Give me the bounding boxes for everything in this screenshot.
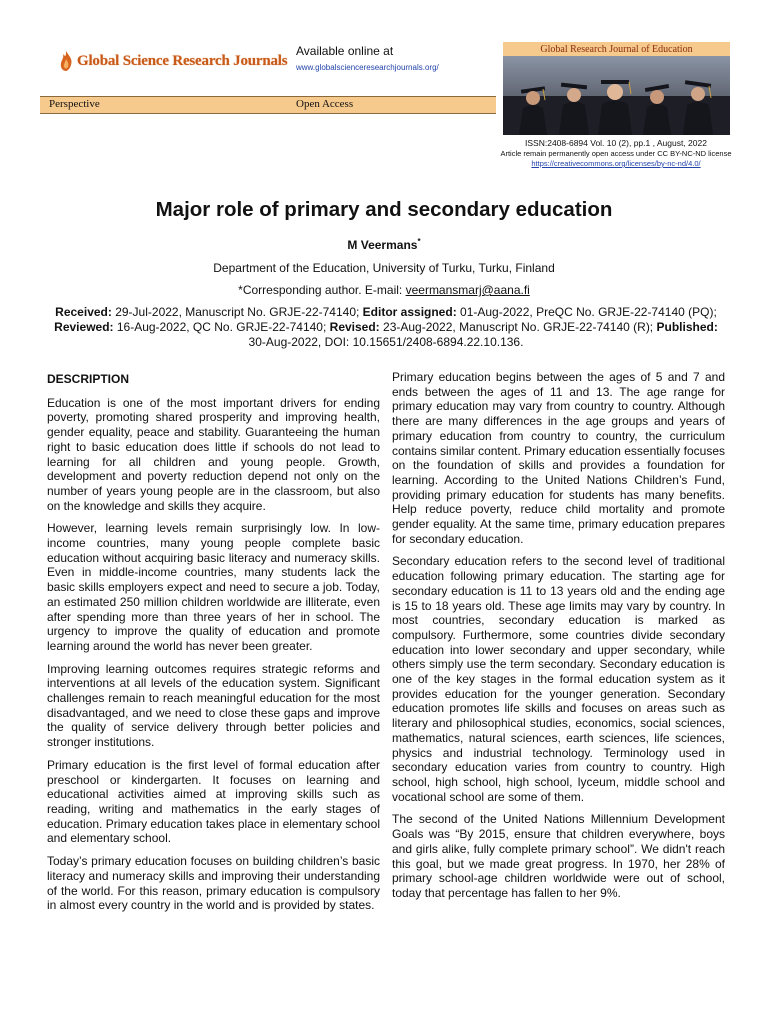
affiliation: Department of the Education, University of Turku, Turku, Finland (213, 261, 555, 275)
author-mark: * (417, 237, 421, 246)
article-type: Perspective (49, 98, 100, 110)
author-line (0, 237, 768, 252)
left-column (47, 370, 380, 921)
paragraph: However, learning levels remain surprisingly low. In low-income countries, many young people complete basic education without acquiring basic literacy and numeracy skills. Even in middle-income countries, many students lack the basic skills employers expect and need to secure a job. Today, an estimated 250 million children worldwide are illiterate, even after spending more than three years of her in school. The urgency to improve the quality of education and promote learning around the world has never been greater. (47, 521, 380, 653)
corresponding-label: *Corresponding author. E-mail: (238, 283, 406, 297)
editor-label: Editor assigned: (362, 305, 457, 319)
paragraph: The second of the United Nations Millennium Development Goals was “By 2015, ensure that children everywhere, boys and girls alike, fully complete primary school”. We didn't reach this goal, but we made great progress. In 1970, her 28% of primary school-age children worldwide were out of school, today that percentage has fallen to her 9%. (392, 812, 725, 900)
journal-name: Global Research Journal of Education (540, 44, 693, 55)
received-label: Received: (55, 305, 112, 319)
issn-line: ISSN:2408-6894 Vol. 10 (2), pp.1 , August, 2022 (525, 138, 707, 148)
received-value: 29-Jul-2022, Manuscript No. GRJE-22-74140; (111, 305, 363, 319)
reviewed-label: Reviewed: (54, 320, 114, 334)
paragraph: Improving learning outcomes requires strategic reforms and interventions at all levels of the education system. Significant challenges remain to reach meaningful education for the most disadvantaged, and we need to close these gaps and improve the quality of service delivery through better policies and stronger institutions. (47, 661, 380, 750)
editor-value: 01-Aug-2022, PreQC No. GRJE-22-74140 (PQ); (456, 305, 717, 319)
published-value: 30-Aug-2022, DOI: 10.15651/2408-6894.22.10.136. (248, 335, 524, 349)
reviewed-value: 16-Aug-2022, QC No. GRJE-22-74140; (113, 320, 330, 334)
access-type: Open Access (296, 98, 354, 110)
license-link[interactable]: https://creativecommons.org/licenses/by-nc-nd/4.0/ (531, 159, 701, 168)
section-heading: DESCRIPTION (47, 372, 130, 386)
graduates-photo (503, 56, 730, 135)
available-label: Available online at (296, 44, 394, 58)
issn-block (500, 138, 732, 169)
article-dates (47, 305, 725, 350)
article-title: Major role of primary and secondary education (155, 198, 613, 221)
corresponding-author (0, 283, 768, 297)
revised-label: Revised: (329, 320, 380, 334)
right-column (392, 370, 725, 909)
journal-url-link[interactable]: www.globalscienceresearchjournals.org/ (296, 63, 439, 72)
paragraph: Education is one of the most important drivers for ending poverty, promoting shared prosperity and improving health, gender equality, peace and stability. Guaranteeing the human right to basic education does little if schools do not lead to learning for all children and young people. Growth, development and poverty reduction depend not only on the number of years young people are in the classroom, but also on the knowledge and skills they acquire. (47, 395, 380, 513)
paragraph: Secondary education refers to the second level of traditional education following primary education. The starting age for secondary education is 11 to 13 years old and the ending age is 15 to 18 years old. These age limits may vary by country. In most countries, secondary education is marked as compulsory. Furthermore, some countries divide secondary education into lower secondary and upper secondary, while others simply use the term secondary. Secondary education is one of the key stages in the formal education system as it provides education for the younger generation. Secondary education promotes life skills and focuses on areas such as literary and philosophical studies, economics, social sciences, mathematics, natural sciences, earth sciences, life sciences, physics and industrial technology. Terminology used in secondary education varies from country to country. High school, high school, high school, lyceum, middle school and vocational school are some of them. (392, 554, 725, 804)
paragraph: Primary education begins between the ages of 5 and 7 and ends between the ages of 11 and 13. The age range for primary education may vary from country to country. Although there are many differences in the age groups and years of primary education from country to country, the curriculum contains similar content. Primary education essentially focuses on the foundation of skills and provides a foundation for learning. According to the United Nations Children’s Fund, providing primary education for students has many benefits. Help reduce poverty, reduce child mortality and promote gender equality. At the same time, primary education prepares for secondary education. (392, 370, 725, 546)
journal-banner (503, 42, 730, 135)
paragraph: Primary education is the first level of formal education after preschool or kindergarten. It focuses on learning and educational activities aimed at improving skills such as reading, writing and mathematics in the early stages of education. Primary education takes place in elementary school and elementary school. (47, 757, 380, 846)
license-text: Article remain permanently open access under CC BY-NC-ND license (500, 149, 732, 158)
publisher-logo (58, 50, 287, 72)
author-name: M Veermans (347, 238, 418, 252)
flame-logo-icon (58, 50, 74, 72)
paragraph: Today’s primary education focuses on building children’s basic literacy and numeracy skills and improving their understanding of the world. For this reason, primary education is compulsory in almost every country in the world and is provided by states. (47, 854, 380, 913)
article-type-bar (40, 96, 496, 114)
availability-block (296, 44, 439, 72)
email-link[interactable]: veermansmarj@aana.fi (405, 283, 530, 297)
revised-value: 23-Aug-2022, Manuscript No. GRJE-22-74140 (R); (379, 320, 657, 334)
published-label: Published: (656, 320, 718, 334)
publisher-name: Global Science Research Journals (77, 52, 288, 69)
